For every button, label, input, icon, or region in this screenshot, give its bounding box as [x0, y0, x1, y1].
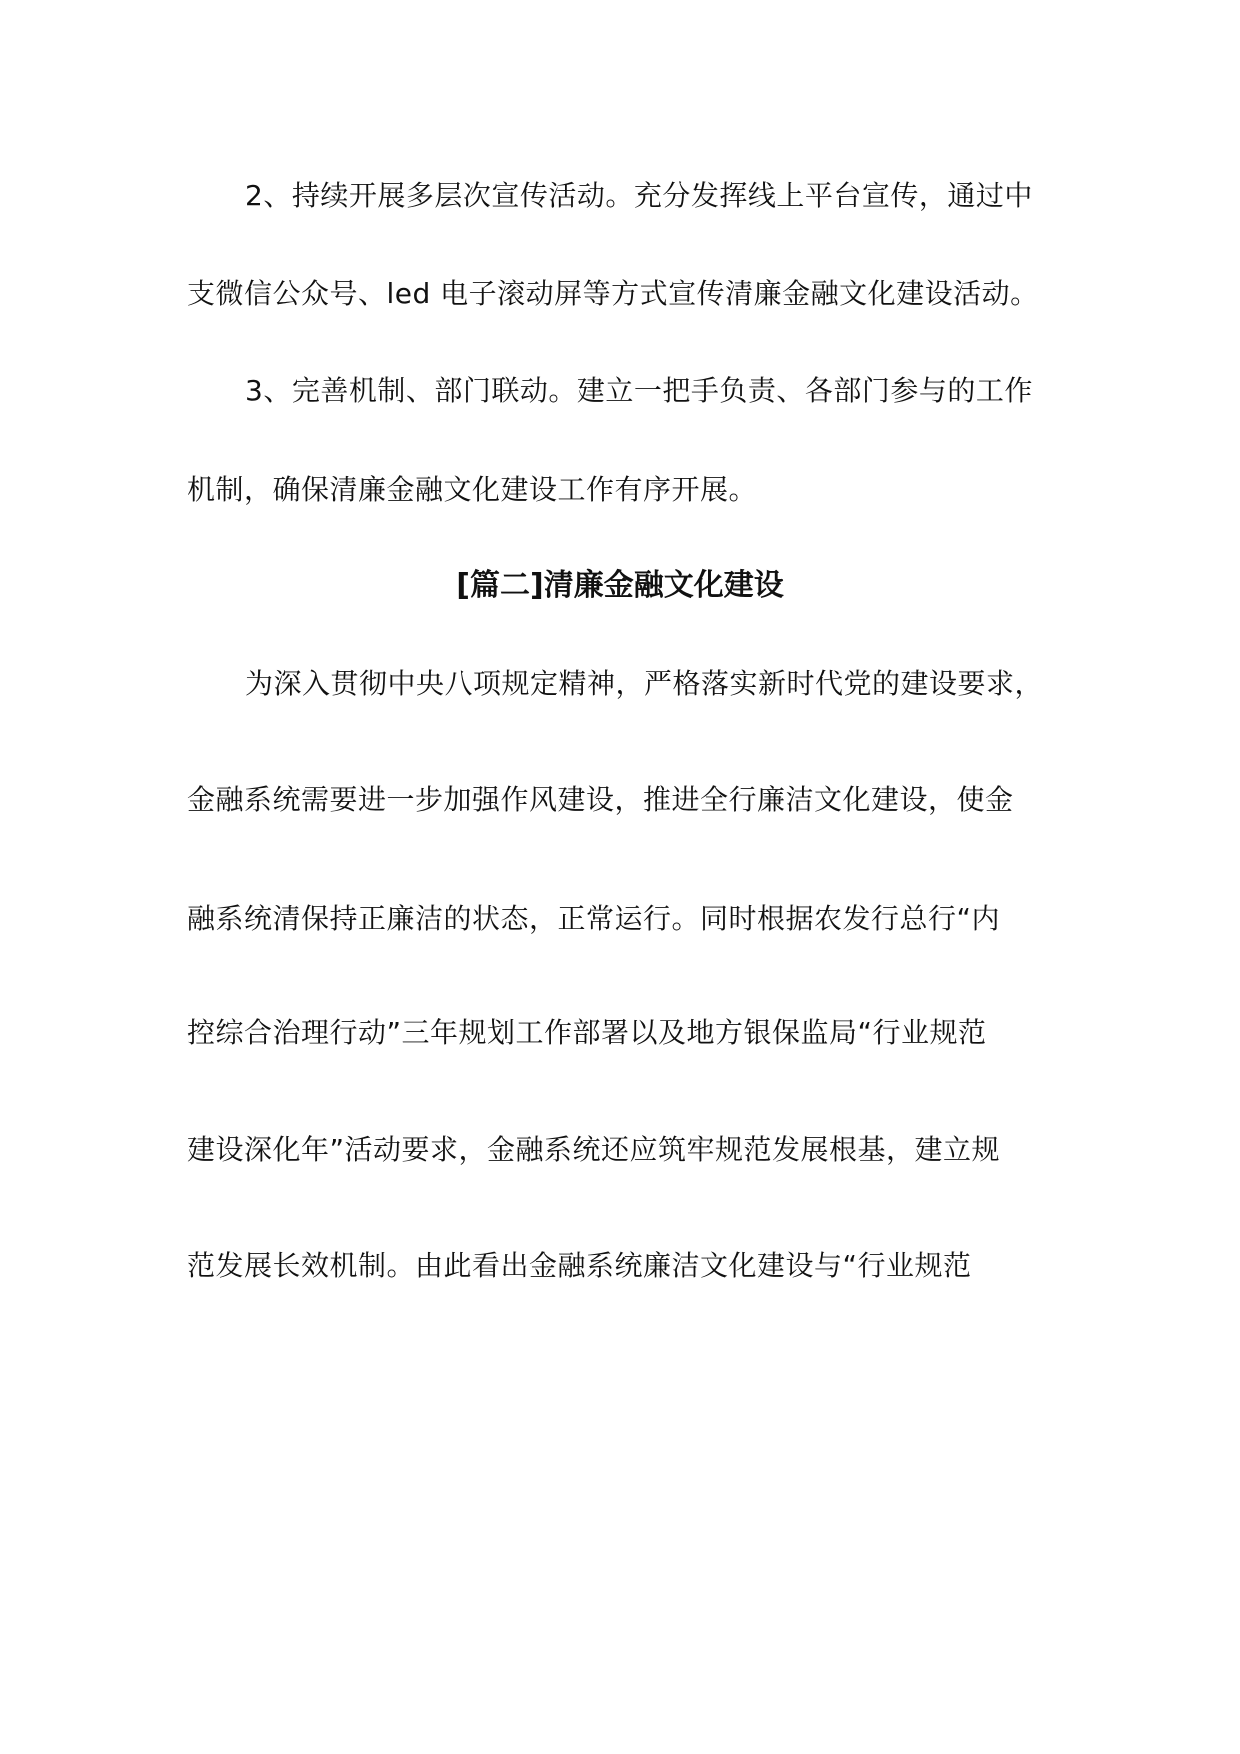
paragraph-line: 2、持续开展多层次宣传活动。充分发挥线上平台宣传，通过中 [245, 179, 1033, 212]
section-title: [篇二]清廉金融文化建设 [456, 568, 784, 603]
paragraph-line: 融系统清保持正廉洁的状态，正常运行。同时根据农发行总行“内 [187, 902, 1001, 935]
paragraph-line: 机制，确保清廉金融文化建设工作有序开展。 [187, 473, 758, 506]
paragraph-line: 3、完善机制、部门联动。建立一把手负责、各部门参与的工作 [245, 374, 1033, 407]
paragraph-line: 控综合治理行动”三年规划工作部署以及地方银保监局“行业规范 [187, 1016, 987, 1049]
paragraph-line: 为深入贯彻中央八项规定精神，严格落实新时代党的建设要求， [245, 667, 1044, 700]
paragraph-line: 金融系统需要进一步加强作风建设，推进全行廉洁文化建设，使金 [187, 783, 1014, 816]
paragraph-line: 建设深化年”活动要求，金融系统还应筑牢规范发展根基，建立规 [187, 1133, 1001, 1166]
paragraph-line: 支微信公众号、led 电子滚动屏等方式宣传清廉金融文化建设活动。 [187, 277, 1039, 310]
paragraph-line: 范发展长效机制。由此看出金融系统廉洁文化建设与“行业规范 [187, 1249, 972, 1282]
